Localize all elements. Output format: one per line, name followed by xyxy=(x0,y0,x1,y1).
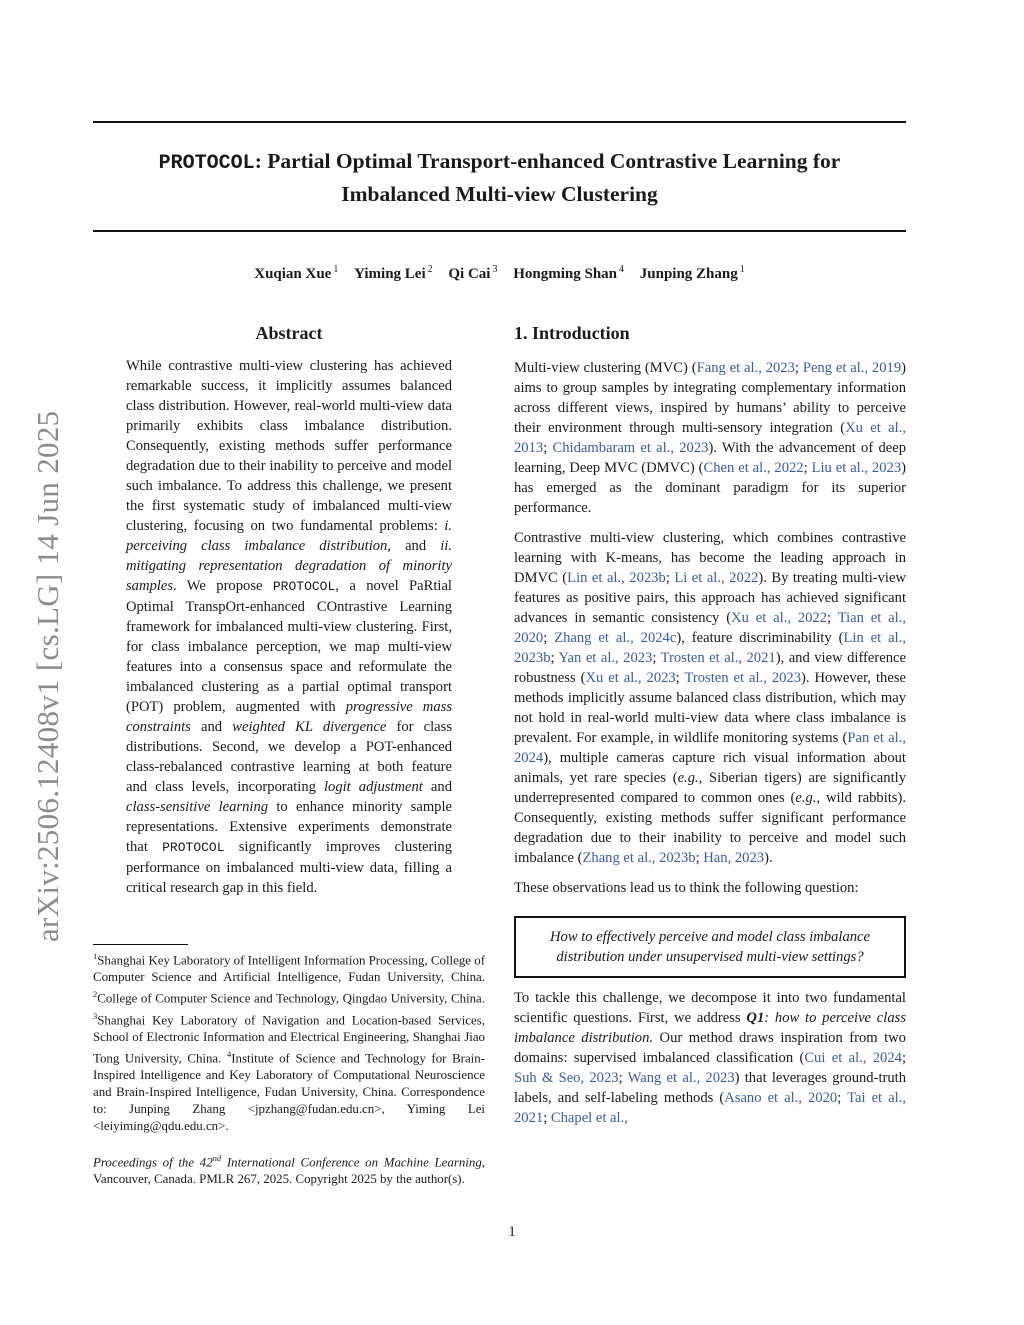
author xyxy=(448,266,497,282)
paragraph-text: Contrastive multi-view clustering, which combines contrastive learning with K-means, has become the leading approach in DMVC ( xyxy=(514,530,906,586)
paragraph-text: ). By treating multi-view features as positive pairs, this approach has achieved significant advances in semantic consistency ( xyxy=(514,570,906,626)
proceedings-text: , Vancouver, Canada. PMLR 267, 2025. Copyright 2025 by the author(s). xyxy=(93,1155,485,1187)
author xyxy=(354,266,433,282)
citation-link[interactable]: Xu et al., 2022 xyxy=(731,610,828,626)
author-affil: 3 xyxy=(492,264,498,275)
method-name: PROTOCOL xyxy=(272,579,336,594)
abstract-span: . We propose xyxy=(173,578,273,594)
citation-link[interactable]: Zhang et al., 2023b xyxy=(582,850,696,866)
abstract-emphasis: i. perceiving class imbalance distribution xyxy=(126,518,452,554)
title-rule-top xyxy=(93,121,906,123)
citation-link[interactable]: Lin et al., 2023b xyxy=(514,630,906,666)
citation-link[interactable]: Han, 2023 xyxy=(703,850,765,866)
citation-link[interactable]: Xu et al., 2023 xyxy=(585,670,676,686)
question-label: Q1 xyxy=(746,1010,765,1026)
title-line1: : Partial Optimal Transport-enhanced Contrastive Learning for xyxy=(254,149,841,173)
paragraph-text: ; xyxy=(543,1110,551,1126)
paragraph-text: ; xyxy=(543,440,553,456)
emphasis-text: e.g. xyxy=(677,770,699,786)
author-affil: 1 xyxy=(739,264,745,275)
intro-paragraph-2 xyxy=(514,528,906,868)
research-question: How to effectively perceive and model class imbalance distribution under unsupervised multi-view settings? xyxy=(549,929,870,965)
citation-link[interactable]: Pan et al., 2024 xyxy=(514,730,906,766)
author xyxy=(640,266,745,282)
paragraph-text: ). With the advancement of deep learning, Deep MVC (DMVC) ( xyxy=(514,440,906,476)
footnote-mark: 4 xyxy=(226,1048,232,1059)
affiliation-footnote xyxy=(93,948,485,1135)
paragraph-text: ; xyxy=(837,1090,848,1106)
paragraph-text: ; xyxy=(543,630,555,646)
paragraph-text: ). xyxy=(764,850,773,866)
citation-link[interactable]: Zhang et al., 2024c xyxy=(554,630,677,646)
paragraph-text: ; xyxy=(652,650,661,666)
footnote-mark: 2 xyxy=(93,989,98,1000)
footnote-mark: 3 xyxy=(93,1010,98,1021)
citation-link[interactable]: Chapel et al., xyxy=(550,1110,628,1126)
proceedings-suffix: nd xyxy=(212,1153,222,1163)
abstract-emphasis: logit adjustment xyxy=(323,779,423,795)
author-list xyxy=(93,264,906,283)
paragraph-text: ), feature discriminability ( xyxy=(676,630,844,646)
abstract-span: and xyxy=(422,779,452,795)
author-name: Yiming Lei xyxy=(354,266,426,282)
author-affil: 4 xyxy=(619,264,625,275)
citation-link[interactable]: Lin et al., 2023b xyxy=(567,570,666,586)
proceedings-number: 42 xyxy=(199,1155,213,1170)
citation-link[interactable]: Asano et al., 2020 xyxy=(724,1090,838,1106)
affiliation-text: Shanghai Key Laboratory of Intelligent Information Processing, College of Computer Science and Artificial Intelligence, Fudan University, China. xyxy=(93,953,485,985)
abstract-span: While contrastive multi-view clustering has achieved remarkable success, it implicitly assumes balanced class distribution. However, real-world multi-view data primarily exhibits class imbalance distribution. Consequently, existing methods suffer performance degradation due to their inability to perceive and model such imbalance. To address this challenge, we present the first systematic study of imbalanced multi-view clustering, focusing on two fundamental problems: xyxy=(126,358,452,534)
author-name: Qi Cai xyxy=(448,266,491,282)
paragraph-text: ; xyxy=(827,610,838,626)
proceedings-italic: International Conference on Machine Learning xyxy=(221,1155,482,1170)
abstract-emphasis: progressive mass constraints xyxy=(126,699,453,735)
author xyxy=(254,266,338,282)
right-column xyxy=(514,320,906,1128)
abstract-span: , a novel PaRtial Optimal TranspOrt-enhanced COntrastive Learning framework for imbalanced multi-view clustering. First, for class imbalance perception, we map multi-view features into a consensus space and reformulate the imbalanced clustering as a partial optimal transport (POT) problem, augmented with xyxy=(126,578,452,715)
title-method-name: PROTOCOL xyxy=(158,152,255,175)
paragraph-text: ; xyxy=(675,670,685,686)
citation-link[interactable]: Tai et al., 2021 xyxy=(514,1090,906,1126)
paragraph-text: ), and view difference robustness ( xyxy=(514,650,906,686)
abstract-span: to enhance minority sample representations. Extensive experiments demonstrate that xyxy=(126,799,452,855)
abstract-emphasis: ii. mitigating representation degradation of minority samples xyxy=(126,538,452,594)
paragraph-text: To tackle this challenge, we decompose it into two fundamental scientific questions. First, we address xyxy=(514,990,906,1026)
abstract-emphasis: weighted KL divergence xyxy=(232,719,387,735)
paragraph-text: ) aims to group samples by integrating complementary information across different views, inspired by humans’ ability to perceive their environment through multi-sensory integration ( xyxy=(514,360,906,436)
citation-link[interactable]: Xu et al., 2013 xyxy=(514,420,907,456)
proceedings-note xyxy=(93,1150,485,1188)
citation-link[interactable]: Cui et al., 2024 xyxy=(804,1050,902,1066)
citation-link[interactable]: Chidambaram et al., 2023 xyxy=(552,440,709,456)
paragraph-text: ) has emerged as the dominant paradigm for its superior performance. xyxy=(514,460,906,516)
proceedings-italic: Proceedings of the xyxy=(93,1155,200,1170)
paragraph-text: Multi-view clustering (MVC) ( xyxy=(514,360,697,376)
author-name: Xuqian Xue xyxy=(254,266,332,282)
citation-link[interactable]: Peng et al., 2019 xyxy=(802,360,902,376)
citation-link[interactable]: Yan et al., 2023 xyxy=(558,650,653,666)
paragraph-text: Our method draws inspiration from two domains: supervised imbalanced classification ( xyxy=(514,1030,906,1066)
paragraph-text: ) that leverages ground-truth labels, and self-labeling methods ( xyxy=(514,1070,907,1106)
abstract-span: and xyxy=(190,719,233,735)
author-name: Hongming Shan xyxy=(513,266,618,282)
citation-link[interactable]: Trosten et al., 2023 xyxy=(684,670,802,686)
intro-paragraph-3: These observations lead us to think the following question: xyxy=(514,880,859,896)
abstract-span: significantly improves clustering performance on imbalanced multi-view data, filling a critical research gap in this field. xyxy=(126,839,452,896)
paragraph-text: , wild rabbits). Consequently, existing methods suffer significant performance degradation due to their inability to perceive and model such imbalance ( xyxy=(514,790,907,866)
abstract-span: , and xyxy=(387,538,441,554)
paragraph-text: ; xyxy=(803,460,812,476)
author-affil: 1 xyxy=(333,264,339,275)
affiliation-text: Institute of Science and Technology for Brain-Inspired Intelligence and Key Laboratory of Computational Neuroscience and Brain-Inspired Intelligence, Fudan University, China. Correspondence to: Junping Zhang <jpzhang@fudan.edu.cn>, Yiming Lei <leiyiming@qdu.edu.cn>. xyxy=(93,1051,486,1134)
citation-link[interactable]: Wang et al., 2023 xyxy=(627,1070,735,1086)
citation-link[interactable]: Liu et al., 2023 xyxy=(811,460,902,476)
author-affil: 2 xyxy=(427,264,433,275)
emphasis-text: e.g. xyxy=(795,790,817,806)
paragraph-text: ; xyxy=(550,650,559,666)
paragraph-text: ). However, these methods implicitly assume balanced class distribution, which may not hold in real-world multi-view data where class imbalance is prevalent. For example, in wildlife monitoring systems ( xyxy=(514,670,906,746)
intro-paragraph-1 xyxy=(514,358,906,518)
footnote-rule xyxy=(93,944,188,945)
paper-title xyxy=(93,146,906,210)
left-column xyxy=(93,320,485,898)
citation-link[interactable]: Trosten et al., 2021 xyxy=(660,650,776,666)
arxiv-identifier: arXiv:2506.12408v1 [cs.LG] 14 Jun 2025 xyxy=(30,410,65,942)
intro-paragraph-4 xyxy=(514,988,906,1128)
paragraph-text: ; xyxy=(665,570,675,586)
title-line2: Imbalanced Multi-view Clustering xyxy=(341,182,658,206)
title-rule-bottom xyxy=(93,230,906,232)
page-number: 1 xyxy=(508,1224,516,1240)
affiliation-text: College of Computer Science and Technology, Qingdao University, China. xyxy=(97,991,485,1006)
citation-link[interactable]: Chen et al., 2022 xyxy=(703,460,804,476)
paragraph-text: , Siberian tigers) are significantly underrepresented compared to common ones ( xyxy=(514,770,906,806)
paragraph-text: ; xyxy=(618,1070,628,1086)
abstract-span: for class distributions. Second, we develop a POT-enhanced class-rebalanced contrastive learning at both feature and class levels, incorporating xyxy=(126,719,452,795)
citation-link[interactable]: Fang et al., 2023 xyxy=(696,360,795,376)
citation-link[interactable]: Li et al., 2022 xyxy=(674,570,759,586)
abstract-emphasis: class-sensitive learning xyxy=(126,799,269,815)
footnote-mark: 1 xyxy=(93,951,98,961)
research-question-box xyxy=(514,916,906,978)
paragraph-text: ; xyxy=(695,850,704,866)
paragraph-text: ), multiple cameras capture rich visual information about animals, yet rare species ( xyxy=(514,750,906,786)
author xyxy=(513,266,624,282)
affiliation-text: Shanghai Key Laboratory of Navigation and Location-based Services, School of Electronic Information and Electrical Engineering, Shanghai Jiao Tong University, China. xyxy=(93,1012,485,1066)
emphasis-text: : how to perceive class imbalance distribution. xyxy=(514,1010,906,1046)
paragraph-text: ; xyxy=(794,360,803,376)
method-name: PROTOCOL xyxy=(162,840,225,855)
citation-link[interactable]: Tian et al., 2020 xyxy=(514,610,906,646)
author-name: Junping Zhang xyxy=(639,266,738,282)
paragraph-text: ; xyxy=(901,1050,906,1066)
introduction-heading: 1. Introduction xyxy=(514,323,630,343)
citation-link[interactable]: Suh & Seo, 2023 xyxy=(514,1070,619,1086)
abstract-text xyxy=(93,356,485,898)
abstract-heading: Abstract xyxy=(255,323,323,343)
